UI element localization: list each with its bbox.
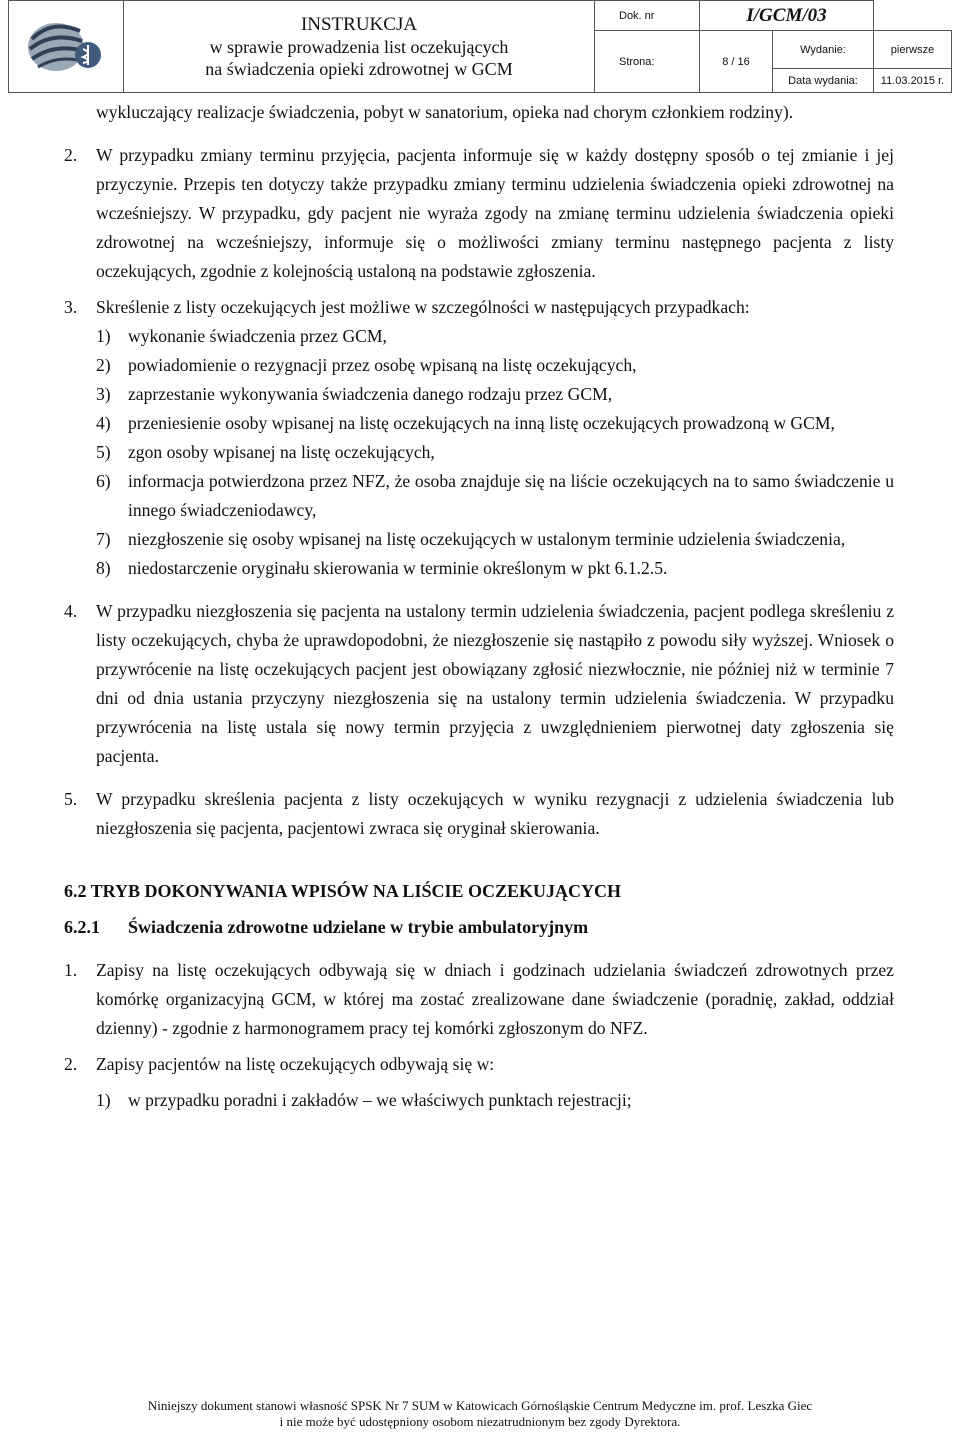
list-item-number: 6) [96,471,111,491]
paragraph-3 [64,293,894,583]
paragraph-number: 3. [64,297,78,317]
list-item [96,380,894,409]
paragraph-number: 4. [64,601,78,621]
list-item [96,554,894,583]
list-item-text: w przypadku poradni i zakładów – we właściwych punktach rejestracji; [128,1090,632,1110]
document-header [8,0,952,92]
paragraph-q2 [64,1050,894,1079]
list-item [96,322,894,351]
list-item [96,525,894,554]
list-item-number: 1) [96,326,111,346]
paragraph-5 [64,785,894,843]
paragraph-continuation: wykluczający realizacje świadczenia, pobyt w sanatorium, opieka nad chorym członkiem rodziny). [96,102,794,122]
list-item-text: przeniesienie osoby wpisanej na listę oczekujących na inną listę oczekujących prowadzoną w GCM, [128,413,835,433]
paragraph-number: 2. [64,145,78,165]
page-value: 8 / 16 [700,31,773,93]
list-item-number: 2) [96,355,111,375]
paragraph-q1 [64,956,894,1043]
list-item-text: niezgłoszenie się osoby wpisanej na listę oczekujących w ustalonym terminie udzielenia świadczenia, [128,529,846,549]
footer-line-1: Niniejszy dokument stanowi własność SPSK Nr 7 SUM w Katowicach Górnośląskie Centrum Medyczne im. prof. Leszka Giec [147,1398,813,1413]
page-label: Strona: [595,31,700,93]
list-item-text: zaprzestanie wykonywania świadczenia danego rodzaju przez GCM, [128,384,613,404]
list-item [96,351,894,380]
edition-label: Wydanie: [773,31,874,69]
list-item-number: 1) [96,1090,111,1110]
list-item-number: 5) [96,442,111,462]
list-item-text: powiadomienie o rezygnacji przez osobę wpisaną na listę oczekujących, [128,355,637,375]
paragraph-2 [64,141,894,286]
paragraph-text: Zapisy na listę oczekujących odbywają się w dniach i godzinach udzielania świadczeń zdrowotnych przez komórkę organizacyjną GCM, w której ma zostać zrealizowane dane świadczenie (poradnię, zakład, oddział dzienny) - zgodnie z harmonogramem pracy tej komórki zgłoszonym do NFZ. [96,960,894,1038]
list-item-text: zgon osoby wpisanej na listę oczekujących, [128,442,435,462]
subsection-heading [64,913,894,942]
subsection-number: 6.2.1 [64,917,100,937]
list-item [96,409,894,438]
date-value: 11.03.2015 r. [874,69,952,93]
paragraph-text: Zapisy pacjentów na listę oczekujących odbywają się w: [96,1054,495,1074]
paragraph-number: 2. [64,1054,78,1074]
title-line-2: w sprawie prowadzenia list oczekujących [209,36,509,57]
edition-value: pierwsze [874,31,952,69]
document-footer [0,1398,960,1430]
date-label: Data wydania: [773,69,874,93]
gcm-logo-icon [22,9,110,79]
header-table [8,0,952,93]
paragraph-number: 1. [64,960,78,980]
page-content [64,98,894,1115]
title-line-3: na świadczenia opieki zdrowotnej w GCM [205,58,513,79]
list-item [96,467,894,525]
subsection-title: Świadczenia zdrowotne udzielane w trybie ambulatoryjnym [128,917,589,937]
list-item-text: informacja potwierdzona przez NFZ, że osoba znajduje się na liście oczekujących na to samo świadczenie u innego świadczeniodawcy, [128,471,894,520]
list-item-text: wykonanie świadczenia przez GCM, [128,326,387,346]
section-heading: 6.2 TRYB DOKONYWANIA WPISÓW NA LIŚCIE OCZEKUJĄCYCH [64,881,621,901]
list-item [96,438,894,467]
logo-cell [9,1,124,93]
list-item-number: 3) [96,384,111,404]
paragraph-text: W przypadku zmiany terminu przyjęcia, pacjenta informuje się w każdy dostępny sposób o tej zmianie i jej przyczynie. Przepis ten dotyczy także przypadku zmiany terminu udzielenia świadczenia opieki zdrowotnej na wcześniejszy. W przypadku, gdy pacjent nie wyraża zgody na zmianę terminu udzielenia świadczenia opieki zdrowotnej na wcześniejszy, informuje się o możliwości zmiany terminu następnego pacjenta z listy oczekujących, zgodnie z kolejnością ustaloną na podstawie zgłoszenia. [96,145,894,281]
list-item-number: 4) [96,413,111,433]
removal-cases-list [96,322,894,583]
list-item-number: 7) [96,529,111,549]
paragraph-text: Skreślenie z listy oczekujących jest możliwe w szczególności w następujących przypadkach: [96,297,750,317]
footer-line-2: i nie może być udostępniony osobom niezatrudnionym bez zgody Dyrektora. [279,1414,681,1429]
doc-nr-label: Dok. nr [595,1,700,31]
doc-nr-value: I/GCM/03 [700,1,874,31]
paragraph-4 [64,597,894,771]
list-item-number: 8) [96,558,111,578]
paragraph-text: W przypadku skreślenia pacjenta z listy oczekujących w wyniku rezygnacji z udzielenia świadczenia lub niezgłoszenia się pacjenta, pacjentowi zwraca się oryginał skierowania. [96,789,894,838]
list-item [96,1086,894,1115]
document-title [124,1,595,93]
title-line-1: INSTRUKCJA [300,13,418,35]
paragraph-q2-item [64,1086,894,1115]
paragraph-text: W przypadku niezgłoszenia się pacjenta na ustalony termin udzielenia świadczenia, pacjent podlega skreśleniu z listy oczekujących, chyba że uprawdopodobni, że niezgłoszenie się nastąpiło z powodu siły wyższej. Wniosek o przywrócenie na listę oczekujących pacjent jest obowiązany zgłosić niezwłocznie, nie później niż w terminie 7 dni od dnia ustania przyczyny niezgłoszenia się na ustalony termin udzielenia świadczenia. W przypadku przywrócenia na listę ustala się nowy termin przyjęcia z uwzględnieniem pierwotnej daty zgłoszenia się pacjenta. [96,601,894,766]
paragraph-number: 5. [64,789,78,809]
list-item-text: niedostarczenie oryginału skierowania w terminie określonym w pkt 6.1.2.5. [128,558,668,578]
